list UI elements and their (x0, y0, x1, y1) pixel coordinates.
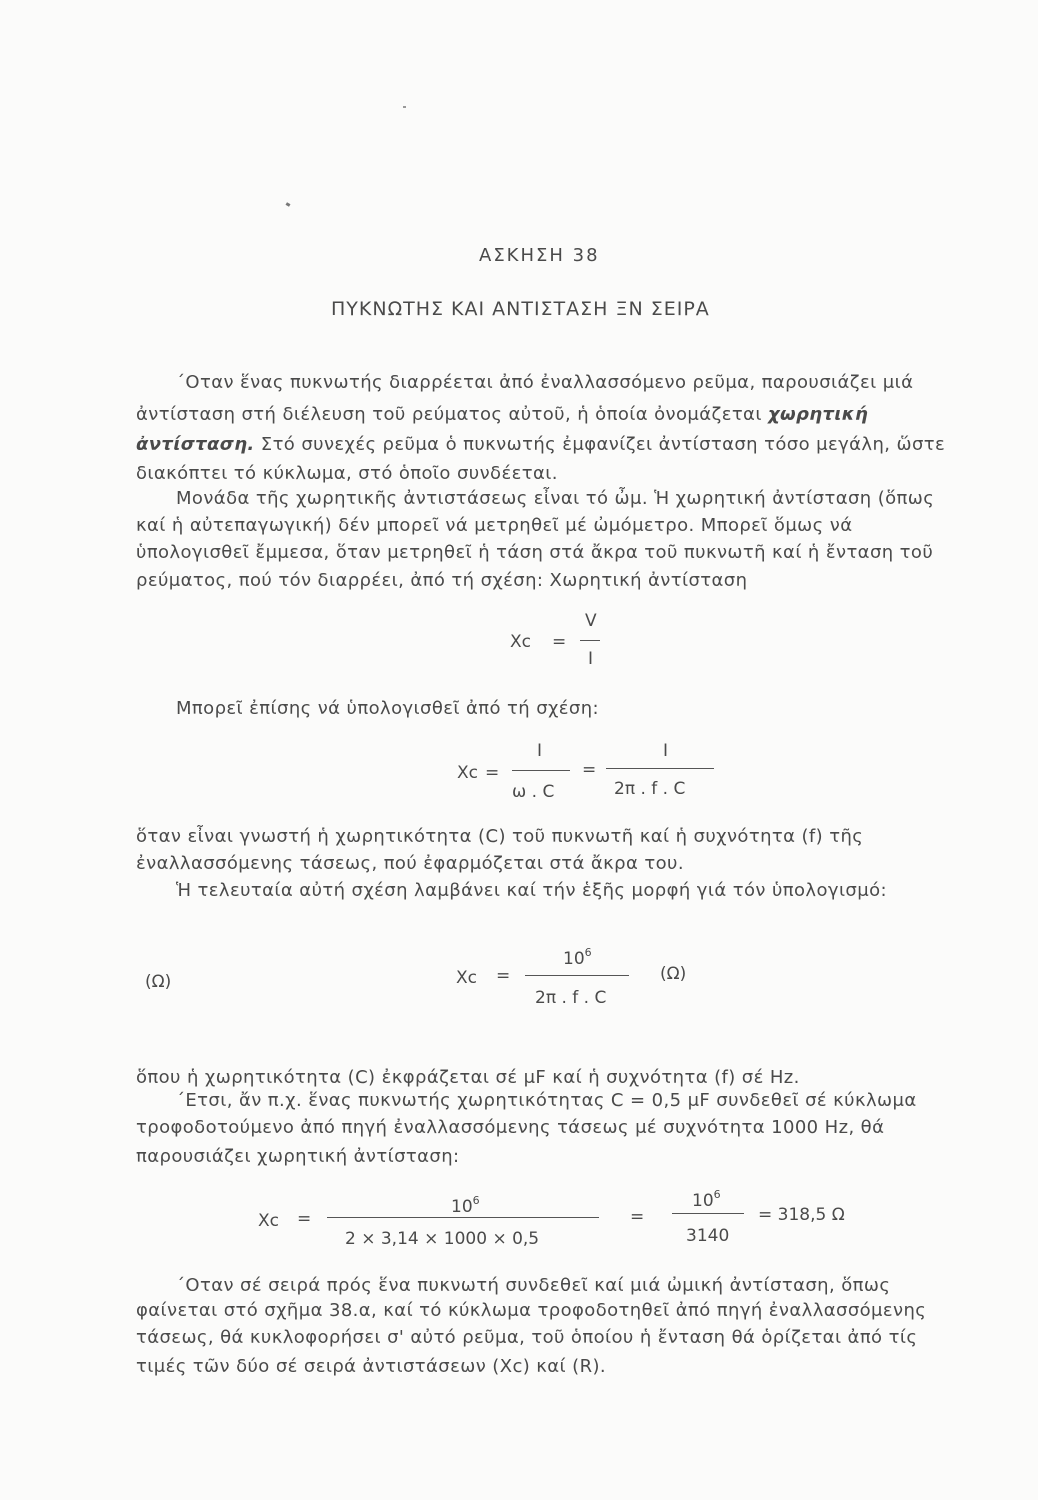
text-line: Ἡ τελευταία αὐτή σχέση λαμβάνει καί τήν ἑξῆς μορφή γιά τόν ὑπολογισμό: (176, 880, 887, 901)
numerator: I (537, 741, 543, 761)
text-line: τιμές τῶν δύο σέ σειρά ἀντιστάσεων (Xc) καί (R). (136, 1356, 607, 1377)
result-value: = 318,5 Ω (758, 1205, 845, 1225)
equals-sign: = (496, 966, 511, 986)
denominator: I (588, 649, 594, 669)
denominator: 2 × 3,14 × 1000 × 0,5 (345, 1229, 540, 1249)
text-segment: ἀντίσταση στή διέλευση τοῦ ρεύματος αὐτοῦ, ἡ ὁποία ὀνομάζεται (136, 404, 768, 425)
denominator: 2π . f . C (535, 988, 607, 1008)
denominator: ω . C (512, 782, 555, 802)
text-segment: Στό συνεχές ρεῦμα ὁ πυκνωτής ἐμφανίζει ἀντίσταση τόσο μεγάλη, ὥστε (254, 434, 946, 455)
text-line: ΄Οταν ἕνας πυκνωτής διαρρέεται ἀπό ἐναλλασσόμενο ρεῦμα, παρουσιάζει μιά (176, 372, 914, 393)
exercise-heading: ΑΣΚΗΣΗ 38 (479, 245, 600, 266)
numerator: V (585, 611, 597, 631)
scan-speck (403, 106, 406, 108)
power-base: 10 (692, 1191, 714, 1211)
text-line: φαίνεται στό σχῆμα 38.α, καί τό κύκλωμα τροφοδοτηθεῖ ἀπό πηγή ἐναλλασσόμενης (136, 1300, 927, 1321)
text-line: ὅπου ἡ χωρητικότητα (C) ἐκφράζεται σέ μF καί ἡ συχνότητα (f) σέ Hz. (136, 1067, 800, 1088)
emphasis-term: ἀντίσταση. (136, 434, 255, 455)
denominator: 2π . f . C (614, 779, 686, 799)
numerator (692, 1188, 721, 1211)
text-line: Μπορεῖ ἐπίσης νά ὑπολογισθεῖ ἀπό τή σχέση: (176, 698, 600, 719)
equals-sign: = (485, 763, 500, 783)
power-exponent: 6 (472, 1194, 480, 1207)
numerator (563, 946, 592, 969)
fraction-bar (580, 640, 600, 641)
text-line (136, 404, 868, 425)
equals-sign: = (552, 632, 567, 652)
formula-lhs: Xc (456, 968, 477, 988)
text-line: ὅταν εἶναι γνωστή ἡ χωρητικότητα (C) τοῦ πυκνωτῆ καί ἡ συχνότητα (f) τῆς (136, 826, 864, 847)
formula-lhs: Xc (457, 763, 478, 783)
equals-sign: = (582, 760, 597, 780)
power-base: 10 (451, 1197, 473, 1217)
scan-speck (286, 202, 291, 207)
text-line: ἐναλλασσόμενης τάσεως, πού ἐφαρμόζεται στά ἄκρα του. (136, 853, 684, 874)
text-line: παρουσιάζει χωρητική ἀντίσταση: (136, 1146, 460, 1167)
text-line (136, 434, 945, 455)
power-exponent: 6 (584, 946, 592, 959)
text-line: ὑπολογισθεῖ ἔμμεσα, ὅταν μετρηθεῖ ἡ τάση στά ἄκρα τοῦ πυκνωτῆ καί ἡ ἔνταση τοῦ (136, 542, 934, 563)
numerator (451, 1194, 480, 1217)
fraction-bar (512, 770, 570, 771)
text-line: ρεύματος, πού τόν διαρρέει, ἀπό τή σχέση: Χωρητική ἀντίσταση (136, 570, 748, 591)
formula-lhs: Xc (258, 1211, 279, 1231)
fraction-bar (525, 975, 629, 976)
fraction-bar (606, 768, 714, 769)
text-line: καί ἡ αὐτεπαγωγική) δέν μπορεῖ νά μετρηθεῖ μέ ὠμόμετρο. Μπορεῖ ὅμως νά (136, 515, 853, 536)
text-line: ΄Ετσι, ἄν π.χ. ἕνας πυκνωτής χωρητικότητας C = 0,5 μF συνδεθεῖ σέ κύκλωμα (176, 1090, 917, 1111)
formula-lhs: Xc (510, 632, 531, 652)
power-exponent: 6 (713, 1188, 721, 1201)
text-line: Μονάδα τῆς χωρητικῆς ἀντιστάσεως εἶναι τό ὦμ. Ἡ χωρητική ἀντίσταση (ὅπως (176, 488, 935, 509)
text-line: τροφοδοτούμενο ἀπό πηγή ἐναλλασσόμενης τάσεως μέ συχνότητα 1000 Hz, θά (136, 1117, 885, 1138)
numerator: I (663, 741, 669, 761)
fraction-bar (327, 1217, 599, 1218)
text-line: τάσεως, θά κυκλοφορήσει σ' αὐτό ρεῦμα, τοῦ ὁποίου ἡ ἔνταση θά ὁρίζεται ἀπό τίς (136, 1327, 918, 1348)
emphasis-term: χωρητική (767, 404, 869, 425)
fraction-bar (672, 1213, 744, 1214)
unit-label: (Ω) (660, 964, 687, 984)
unit-label: (Ω) (145, 972, 172, 992)
equals-sign: = (297, 1209, 312, 1229)
power-base: 10 (563, 949, 585, 969)
denominator: 3140 (686, 1226, 730, 1246)
text-line: ΄Οταν σέ σειρά πρός ἕνα πυκνωτή συνδεθεῖ καί μιά ὠμική ἀντίσταση, ὅπως (176, 1275, 891, 1296)
text-line: διακόπτει τό κύκλωμα, στό ὁποῖο συνδέεται. (136, 463, 558, 484)
page-title: ΠΥΚΝΩΤΗΣ ΚΑΙ ΑΝΤΙΣΤΑΣΗ ΞΝ ΣΕΙΡΑ (331, 298, 710, 320)
equals-sign: = (630, 1207, 645, 1227)
